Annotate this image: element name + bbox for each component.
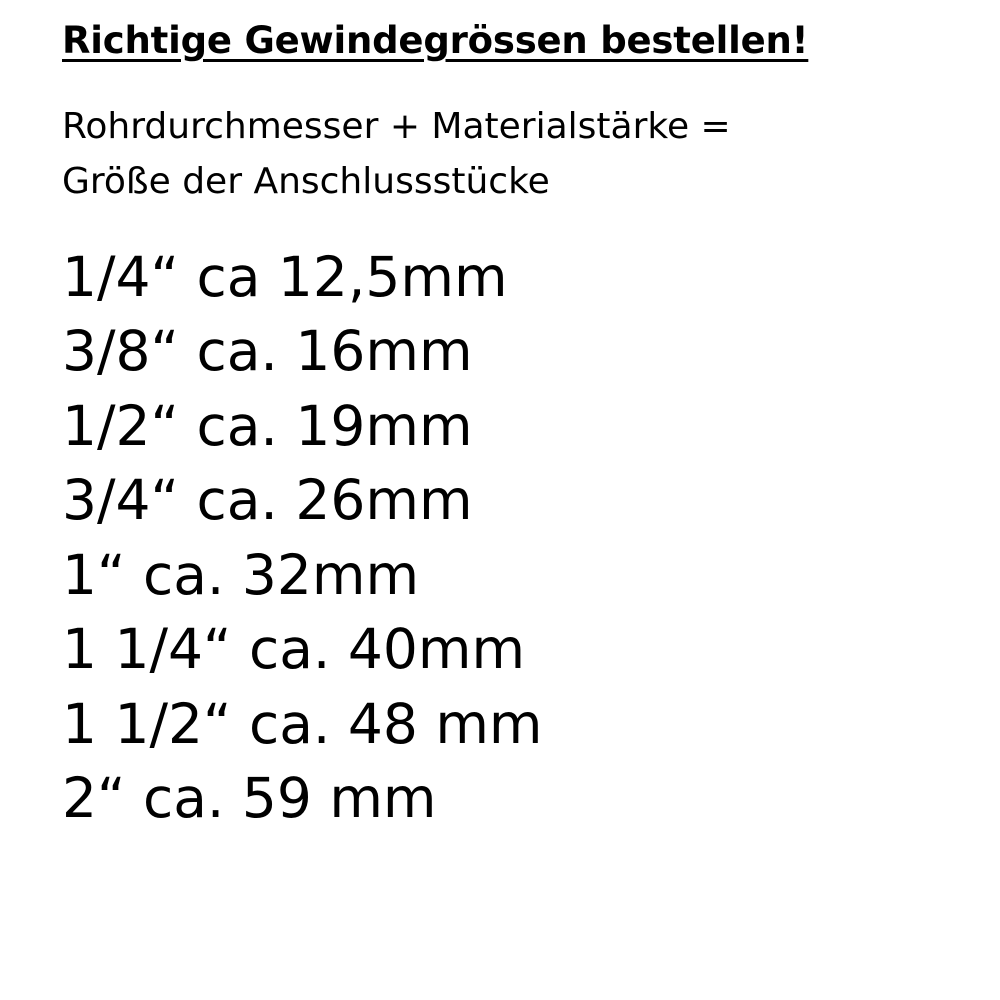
formula-block [62,100,932,209]
list-item: 1 1/2“ ca. 48 mm [62,691,543,756]
list-item: 2“ ca. 59 mm [62,766,437,831]
page-title: Richtige Gewindegrössen bestellen! [62,19,809,62]
list-item: 1/2“ ca. 19mm [62,393,473,458]
formula-line-2: Größe der Anschlussstücke [62,160,550,202]
list-item: 1“ ca. 32mm [62,542,420,607]
formula-line-1: Rohrdurchmesser + Materialstärke = [62,106,731,148]
list-item: 3/8“ ca. 16mm [62,319,473,384]
list-item: 1/4“ ca 12,5mm [62,244,508,309]
list-item: 1 1/4“ ca. 40mm [62,617,526,682]
size-list [62,240,960,836]
list-item: 3/4“ ca. 26mm [62,468,473,533]
